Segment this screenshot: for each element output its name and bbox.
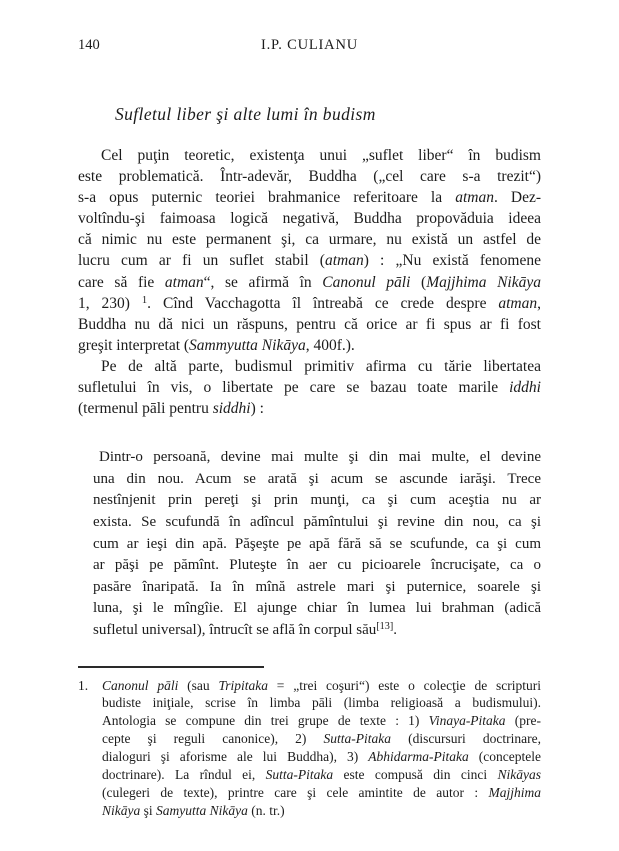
text-run: , 400f.). xyxy=(305,336,355,354)
paragraph xyxy=(78,145,541,356)
text-run: , xyxy=(537,294,541,312)
text-line xyxy=(78,314,541,335)
text-run: Antologia se compune din trei grupe de texte : 1) xyxy=(102,713,429,729)
text-run: sufletul universal), întrucît se află în corpul său xyxy=(93,621,377,638)
section-heading: Sufletul liber şi alte lumi în budism xyxy=(115,104,376,124)
text-line xyxy=(78,377,541,398)
italic-text: Canonul pāli xyxy=(322,273,411,291)
text-block xyxy=(78,145,541,820)
text-run: Pe de altă parte, budismul primitiv afirma cu tărie libertatea xyxy=(101,357,541,375)
text-run: pasăre înaripată. Ia în mînă astrele mari şi puternice, soarele şi xyxy=(93,578,541,595)
text-run: (conceptele xyxy=(468,749,541,765)
text-run: voltîndu-şi faimoasa logică negativă, Buddha propovăduia ideea xyxy=(78,210,541,228)
footnote xyxy=(78,677,541,820)
page-number: 140 xyxy=(78,37,100,53)
footnote-text xyxy=(102,677,541,820)
text-line xyxy=(78,229,541,250)
text-run: este compusă din cinci xyxy=(333,767,498,783)
text-run: sufletului în vis, o libertate pe care se bazau toate marile xyxy=(78,379,510,397)
text-line xyxy=(102,766,541,784)
text-run: şi xyxy=(140,802,157,818)
text-run: Buddha nu dă nici un răspuns, pentru că orice ar fi spus ar fi fost xyxy=(78,315,541,333)
text-line xyxy=(78,208,541,229)
text-run: luna, şi le mîngîie. El ajunge chiar în lumea lui brahman (adică xyxy=(93,600,541,617)
text-line xyxy=(93,577,541,599)
italic-text: Samyutta Nikāya xyxy=(156,802,248,818)
text-line xyxy=(78,293,541,314)
italic-text: Canonul pāli xyxy=(102,677,179,693)
text-run: . Cînd Vacchagotta îl întreabă ce crede despre xyxy=(147,294,499,312)
text-run: este problematică. Într-adevăr, Buddha („cel care s-a trezit“) xyxy=(78,168,541,186)
quote-block xyxy=(93,447,541,641)
italic-text: Sammyutta Nikāya xyxy=(189,336,306,354)
text-line xyxy=(93,512,541,534)
text-line xyxy=(78,145,541,166)
text-run: că nimic nu este permanent şi, ca urmare, nu există un astfel de xyxy=(78,231,541,249)
italic-text: Majjhima xyxy=(488,784,541,800)
text-run: “, se afirmă în xyxy=(203,273,323,291)
text-run: greşit interpretat ( xyxy=(78,336,190,354)
text-line xyxy=(78,356,541,377)
text-line xyxy=(78,272,541,293)
italic-text: Nikāya xyxy=(102,802,141,818)
text-line xyxy=(102,694,541,712)
text-run: . xyxy=(393,621,397,638)
italic-text: atman xyxy=(498,294,538,312)
text-line xyxy=(93,490,541,512)
text-line xyxy=(102,712,541,730)
text-run: (pre- xyxy=(505,713,541,729)
text-run: (n. tr.) xyxy=(247,802,285,818)
text-line xyxy=(78,250,541,271)
superscript-reference: 1 xyxy=(141,294,148,306)
text-line xyxy=(93,555,541,577)
text-run: budiste iniţiale, scrise în limba pāli (limba religioasă a budismului). xyxy=(102,695,541,711)
italic-text: Abhidarma-Pitaka xyxy=(368,749,469,765)
text-line xyxy=(102,802,541,820)
text-line xyxy=(93,447,541,469)
text-run: Dintr-o persoană, devine mai multe şi din mai multe, el devine xyxy=(99,449,541,466)
text-run: cepte şi reguli canonice), 2) xyxy=(102,731,324,747)
italic-text: Tripitaka xyxy=(218,677,268,693)
text-line xyxy=(78,335,541,356)
text-run: (discursuri doctrinare, xyxy=(390,731,541,747)
text-line xyxy=(78,398,541,419)
text-run: nestînjenit prin pereţi şi prin munţi, ca şi cum aceştia nu ar xyxy=(93,492,541,509)
running-header-title: I.P. CULIANU xyxy=(260,37,358,53)
text-run: cum ar ieşi din apă. Păşeşte pe apă fără să se scufunde, ca şi cum xyxy=(93,535,541,552)
text-run: (culegeri de texte), printre care şi cele amintite de autor : xyxy=(102,784,489,800)
text-run: exista. Se scufundă în adîncul pămîntului şi revine din nou, ca şi xyxy=(93,514,541,530)
text-line xyxy=(102,677,541,695)
text-run: ( xyxy=(410,273,427,291)
paragraph xyxy=(78,356,541,419)
italic-text: atman xyxy=(164,273,204,291)
footnote-separator xyxy=(78,666,264,668)
italic-text: Majjhima Nikāya xyxy=(426,273,541,291)
text-run: doctrinare). La rîndul ei, xyxy=(102,767,266,783)
text-run: s-a opus puternic teoriei brahmanice referitoare la xyxy=(78,189,456,207)
italic-text: siddhi xyxy=(212,400,251,418)
italic-text: Nikāyas xyxy=(497,767,541,783)
text-line xyxy=(102,730,541,748)
text-line xyxy=(102,748,541,766)
italic-text: Vinaya-Pitaka xyxy=(428,713,506,729)
italic-text: atman xyxy=(455,189,494,207)
text-run: care să fie xyxy=(78,273,165,291)
text-line xyxy=(93,469,541,491)
text-run: una din nou. Acum se arată şi acum se ascunde iarăşi. Trece xyxy=(93,470,541,487)
text-line xyxy=(93,598,541,620)
text-run: ) : „Nu există fenomene xyxy=(363,252,541,270)
text-line xyxy=(93,534,541,556)
italic-text: Sutta-Pitaka xyxy=(323,731,391,747)
italic-text: iddhi xyxy=(509,379,541,397)
text-line xyxy=(78,166,541,187)
text-run: lucru cum ar fi un suflet stabil ( xyxy=(78,252,325,270)
text-run: (sau xyxy=(178,677,219,693)
text-line xyxy=(93,620,541,642)
superscript-reference: [13] xyxy=(376,621,394,633)
text-line xyxy=(102,784,541,802)
text-run: (termenul pāli pentru xyxy=(78,400,213,418)
italic-text: Sutta-Pitaka xyxy=(265,767,334,783)
italic-text: atman xyxy=(324,252,364,270)
page-header xyxy=(78,37,541,55)
text-run: Cel puţin teoretic, existenţa unui „suflet liber“ în budism xyxy=(101,147,541,164)
text-run: dialoguri şi aforisme ale lui Buddha), 3) xyxy=(102,749,369,765)
text-run: 1, 230) xyxy=(78,294,142,312)
text-run: ar păşi pe pămînt. Pluteşte în aer cu picioarele încrucişate, ca o xyxy=(93,557,541,574)
text-run: ) : xyxy=(250,400,264,418)
footnote-marker: 1. xyxy=(78,677,89,693)
text-run: . Dez- xyxy=(493,189,541,207)
text-run: = „trei coşuri“) este o colecţie de scripturi xyxy=(267,677,541,693)
text-line xyxy=(78,187,541,208)
